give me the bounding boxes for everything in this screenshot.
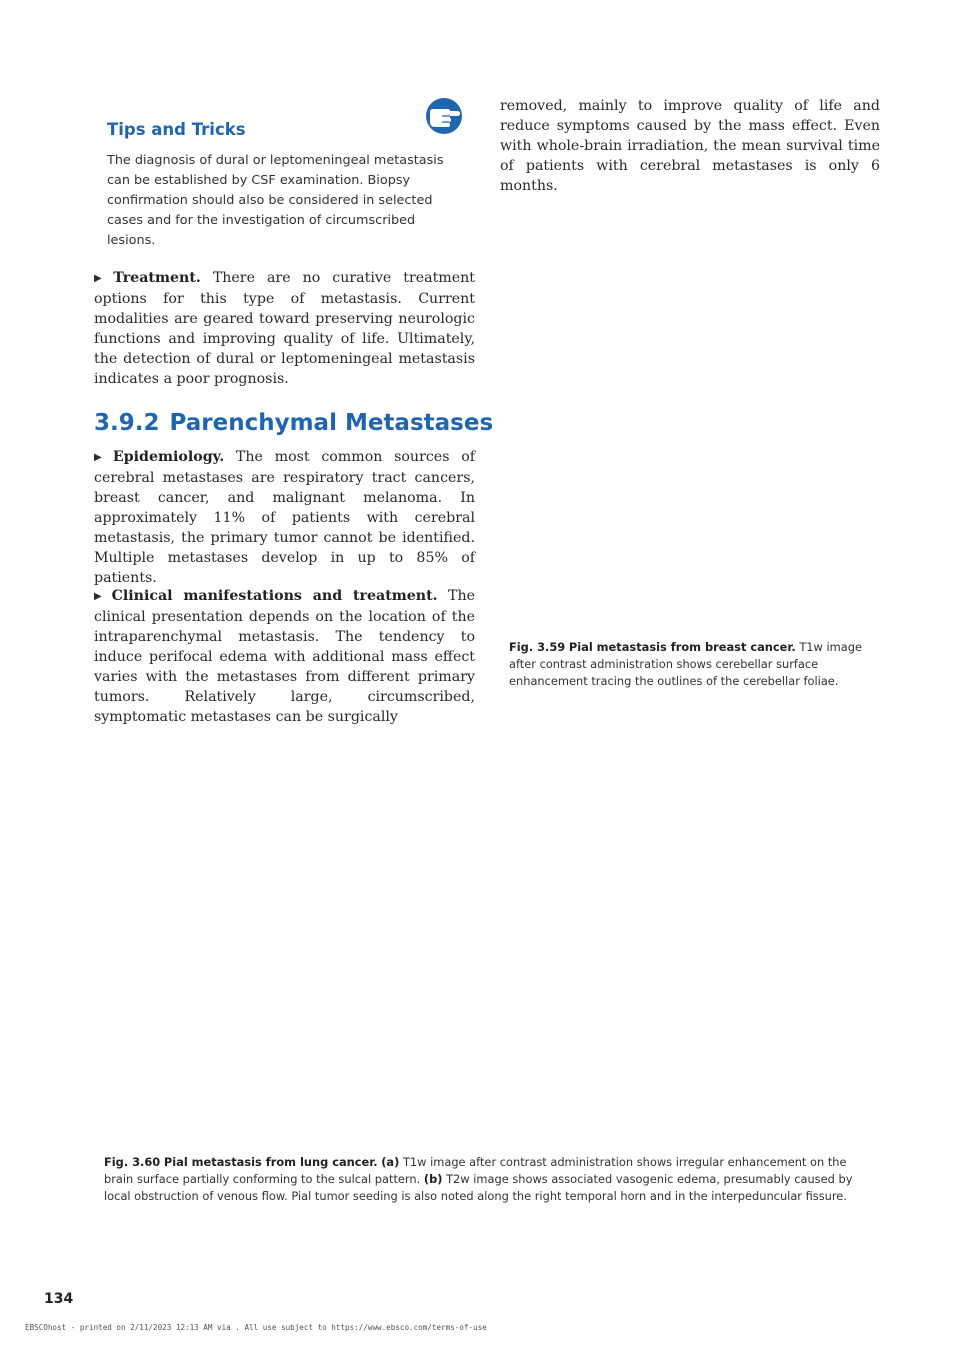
pointing-hand-icon [424,97,464,135]
epidemiology-paragraph [94,447,475,588]
figure-3-60-title: Pial metastasis from lung cancer. [163,1155,378,1169]
arrow-icon: ▶ [94,591,108,602]
figure-3-60-part-b-text: T2w image shows associated vasogenic edema, presumably caused by local obstruction of venous flow. Pial tumor seeding is also noted along the right temporal horn and in the interpeduncular fissure. [104,1172,853,1203]
treatment-text: There are no curative treatment options for this type of metastasis. Current modalities are geared toward preserving neurologic functions and improving quality of life. Ultimately, the detection of dural or leptomeningeal metastasis indicates a poor prognosis. [94,270,475,387]
treatment-paragraph [94,268,475,389]
figure-3-59-caption [509,639,881,690]
figure-3-60-part-a-label: (a) [381,1155,400,1169]
tips-body: The diagnosis of dural or leptomeningeal metastasis can be established by CSF examination. Biopsy confirmation should also be considered in selected cases and for the investigation of circumscribed lesions. [107,153,444,248]
arrow-icon: ▶ [94,452,109,463]
epidemiology-lead: Epidemiology. [112,449,225,465]
clinical-paragraph [94,586,475,727]
figure-3-60-part-a-text: T1w image after contrast administration shows irregular enhancement on the brain surface partially conforming to the sulcal pattern. [104,1155,847,1186]
tips-title: Tips and Tricks [107,120,246,139]
footer-text: EBSCOhost - printed on 2/11/2023 12:13 AM via . All use subject to https://www.ebsco.com/terms-of-use [25,1323,487,1332]
right-column-continuation: removed, mainly to improve quality of life and reduce symptoms caused by the mass effect. Even with whole-brain irradiation, the mean survival time of patients with cerebral metastases is only 6 months. [500,98,880,194]
clinical-text: The clinical presentation depends on the location of the intraparenchymal metastasis. The tendency to induce perifocal edema with additional mass effect varies with the metastases from different primary tumors. Relatively large, circumscribed, symptomatic metastases can be surgically [94,588,475,725]
epidemiology-text: The most common sources of cerebral metastases are respiratory tract cancers, breast cancer, and malignant melanoma. In approximately 11% of patients with cerebral metastasis, the primary tumor cannot be identified. Multiple metastases develop in up to 85% of patients. [94,449,475,586]
figure-3-59-text: T1w image after contrast administration shows cerebellar surface enhancement tracing the outlines of the cerebellar foliae. [509,640,862,688]
figure-3-59-title: Pial metastasis from breast cancer. [568,640,796,654]
treatment-lead: Treatment. [113,270,201,286]
section-title: Parenchymal Metastases [169,410,494,436]
figure-3-60-label: Fig. 3.60 [104,1155,161,1169]
figure-3-60-part-b-label: (b) [423,1172,443,1186]
arrow-icon: ▶ [94,273,110,284]
figure-3-59-label: Fig. 3.59 [509,640,566,654]
section-number: 3.9.2 [94,410,160,436]
page-number: 134 [44,1291,74,1307]
clinical-lead: Clinical manifestations and treatment. [111,588,438,604]
figure-3-60-caption [104,1154,874,1205]
section-heading [94,410,493,436]
